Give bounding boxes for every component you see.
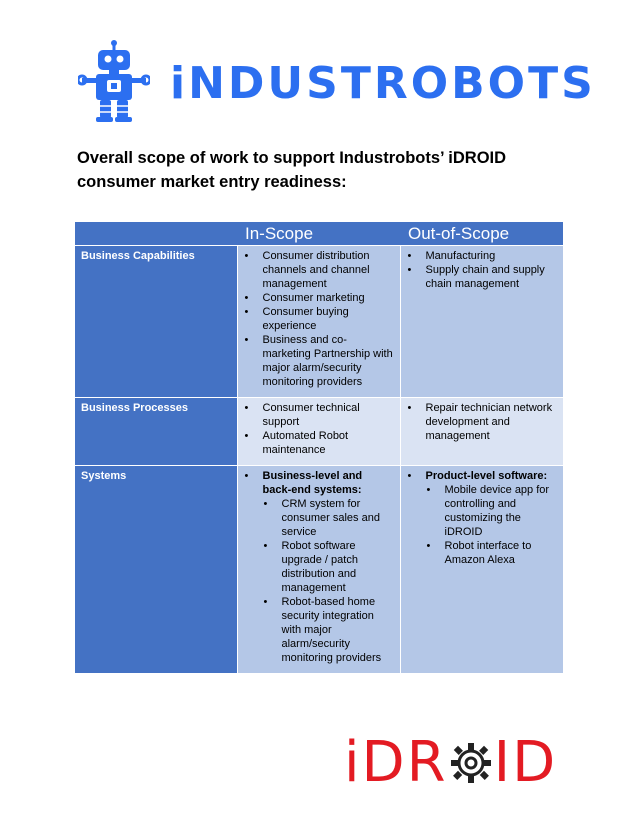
list-item: • Consumer buying experience (244, 305, 394, 333)
out-scope-cell (400, 245, 563, 397)
table-row (75, 465, 563, 673)
list-item: • Manufacturing (407, 249, 558, 263)
list-item (244, 469, 394, 665)
row-label: Systems (75, 465, 237, 673)
list-heading: Product-level software: (425, 469, 548, 482)
idroid-letters-end: ID (493, 730, 558, 795)
in-scope-cell (237, 465, 400, 673)
list-item: • Supply chain and supply chain management (407, 263, 558, 291)
page-title: Overall scope of work to support Industrobots’ iDROID consumer market entry readiness: (77, 149, 507, 191)
list-heading: Business-level and back-end systems: (262, 469, 363, 496)
header-in-scope: In-Scope (237, 222, 400, 245)
row-label: Business Capabilities (75, 245, 237, 397)
table-row (75, 245, 563, 397)
gear-icon (448, 739, 494, 787)
table-header-row (75, 222, 563, 245)
idroid-letters-start: iDR (344, 730, 448, 795)
industrobots-logo (78, 40, 596, 122)
list-item: • Automated Robot maintenance (244, 429, 394, 457)
out-scope-cell (400, 465, 563, 673)
in-scope-cell (237, 245, 400, 397)
idroid-logo (344, 730, 558, 795)
in-scope-cell (237, 397, 400, 465)
row-label: Business Processes (75, 397, 237, 465)
scope-table (75, 222, 563, 673)
list-item: • Robot software upgrade / patch distribution and management (263, 539, 394, 595)
list-item: • CRM system for consumer sales and service (263, 497, 394, 539)
list-item: • Mobile device app for controlling and customizing the iDROID (426, 483, 558, 539)
list-item: • Robot interface to Amazon Alexa (426, 539, 558, 567)
header-blank (75, 222, 237, 245)
brand-name: iNDUSTROBOTS (170, 58, 596, 109)
list-item: • Business and co-marketing Partnership with major alarm/security monitoring providers (244, 333, 394, 389)
list-item (407, 469, 558, 567)
list-item: • Robot-based home security integration with major alarm/security monitoring providers (263, 595, 394, 665)
list-item: • Repair technician network development and management (407, 401, 558, 443)
list-item: • Consumer marketing (244, 291, 394, 305)
out-scope-cell (400, 397, 563, 465)
table-row (75, 397, 563, 465)
list-item: • Consumer distribution channels and channel management (244, 249, 394, 291)
robot-icon (78, 40, 150, 122)
list-item: • Consumer technical support (244, 401, 394, 429)
header-out-of-scope: Out-of-Scope (400, 222, 563, 245)
idroid-wordmark (344, 730, 557, 795)
